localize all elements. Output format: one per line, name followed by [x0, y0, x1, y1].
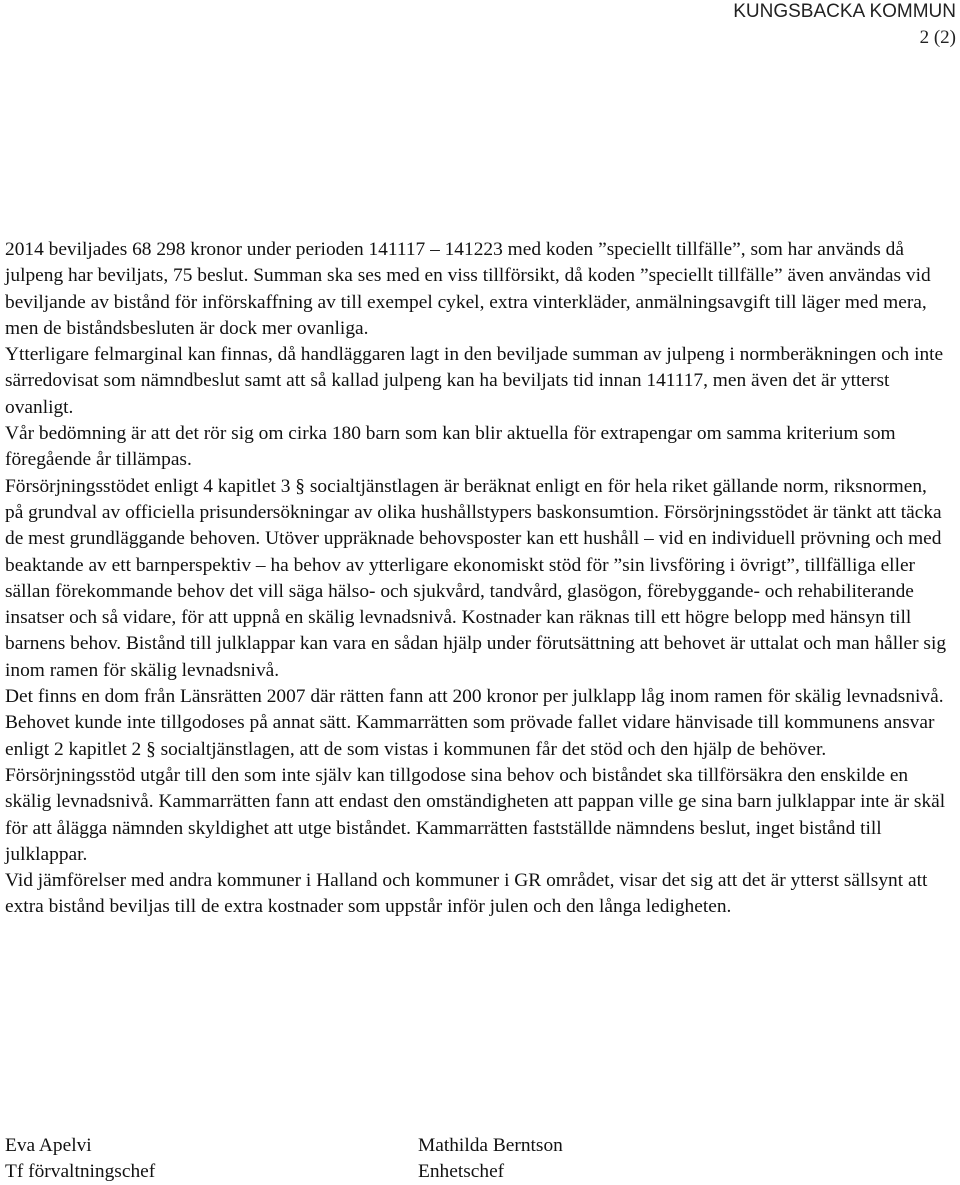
paragraph-error-margin: Ytterligare felmarginal kan finnas, då handläggaren lagt in den beviljade summan av julpeng i normberäkningen och inte särredovisat som nämndbeslut samt att så kallad julpeng kan ha beviljats tid innan 141117, men även det är ytterst ovanligt. [5, 344, 944, 418]
paragraph-comparison: Vid jämförelser med andra kommuner i Halland och kommuner i GR området, visar det sig att det är ytterst sällsynt att extra bistånd beviljas till de extra kostnader som uppstår inför julen och den långa ledigheten. [5, 870, 928, 918]
signatory-title: Enhetschef [418, 1161, 505, 1182]
paragraph-court-ruling: Det finns en dom från Länsrätten 2007 där rätten fann att 200 kronor per julklapp låg inom ramen för skälig levnadsnivå. Behovet kunde inte tillgodoses på annat sätt. Kammarrätten som prövade fallet vidare hänvisade till kommunens ansvar enligt 2 kapitlet 2 § socialtjänstlagen, att de som vistas i kommunen får det stöd och den hjälp de behöver. Försörjningsstöd utgår till den som inte själv kan tillgodose sina behov och biståndet ska tillförsäkra den enskilde en skälig levnadsnivå. Kammarrätten fann att endast den omständigheten att pappan ville ge sina barn julklappar inte är skäl för att ålägga nämnden skyldighet att utge biståndet. Kammarrätten fastställde nämndens beslut, inget bistånd till julklappar. [5, 686, 946, 865]
paragraph-income-support: Försörjningsstödet enligt 4 kapitlet 3 § socialtjänstlagen är beräknat enligt en för hela riket gällande norm, riksnormen, på grundval av officiella prisundersökningar av olika hushållstypers baskonsumtion. Försörjningsstödet är tänkt att täcka de mest grundläggande behoven. Utöver uppräknade behovsposter kan ett hushåll – vid en individuell prövning och med beaktande av ett barnperspektiv – ha behov av ytterligare ekonomiskt stöd för ”sin livsföring i övrigt”, tillfälliga eller sällan förekommande behov det vill säga hälso- och sjukvård, tandvård, glasögon, förebyggande- och rehabiliterande insatser och så vidare, för att uppnå en skälig levnadsnivå. Kostnader kan räknas till ett högre belopp med hänsyn till barnens behov. Bistånd till julklappar kan vara en sådan hjälp under förutsättning att behovet är uttalat och man håller sig inom ramen för skälig levnadsnivå. [5, 475, 947, 681]
signatory-name: Mathilda Berntson [418, 1135, 563, 1156]
paragraph-statistics-2014: 2014 beviljades 68 298 kronor under perioden 141117 – 141223 med koden ”speciellt tillfälle”, som har används då julpeng har beviljats, 75 beslut. Summan ska ses med en viss tillförsikt, då koden ”speciellt tillfälle” även användas vid beviljande av bistånd för införskaffning av till exempel cykel, extra vinterkläder, anmälningsavgift till läger med mera, men de biståndsbesluten är dock mer ovanliga. [5, 239, 931, 339]
paragraph-assessment: Vår bedömning är att det rör sig om cirka 180 barn som kan blir aktuella för extrapengar om samma kriterium som föregående år tillämpas. [5, 423, 896, 471]
header-organization: KUNGSBACKA KOMMUN [733, 1, 956, 22]
signature-block [5, 1133, 950, 1185]
document-body [5, 237, 950, 921]
signature-right [418, 1133, 563, 1185]
signature-left [5, 1133, 155, 1185]
signatory-name: Eva Apelvi [5, 1135, 92, 1156]
signatory-title: Tf förvaltningschef [5, 1161, 156, 1182]
page-number: 2 (2) [919, 27, 956, 48]
